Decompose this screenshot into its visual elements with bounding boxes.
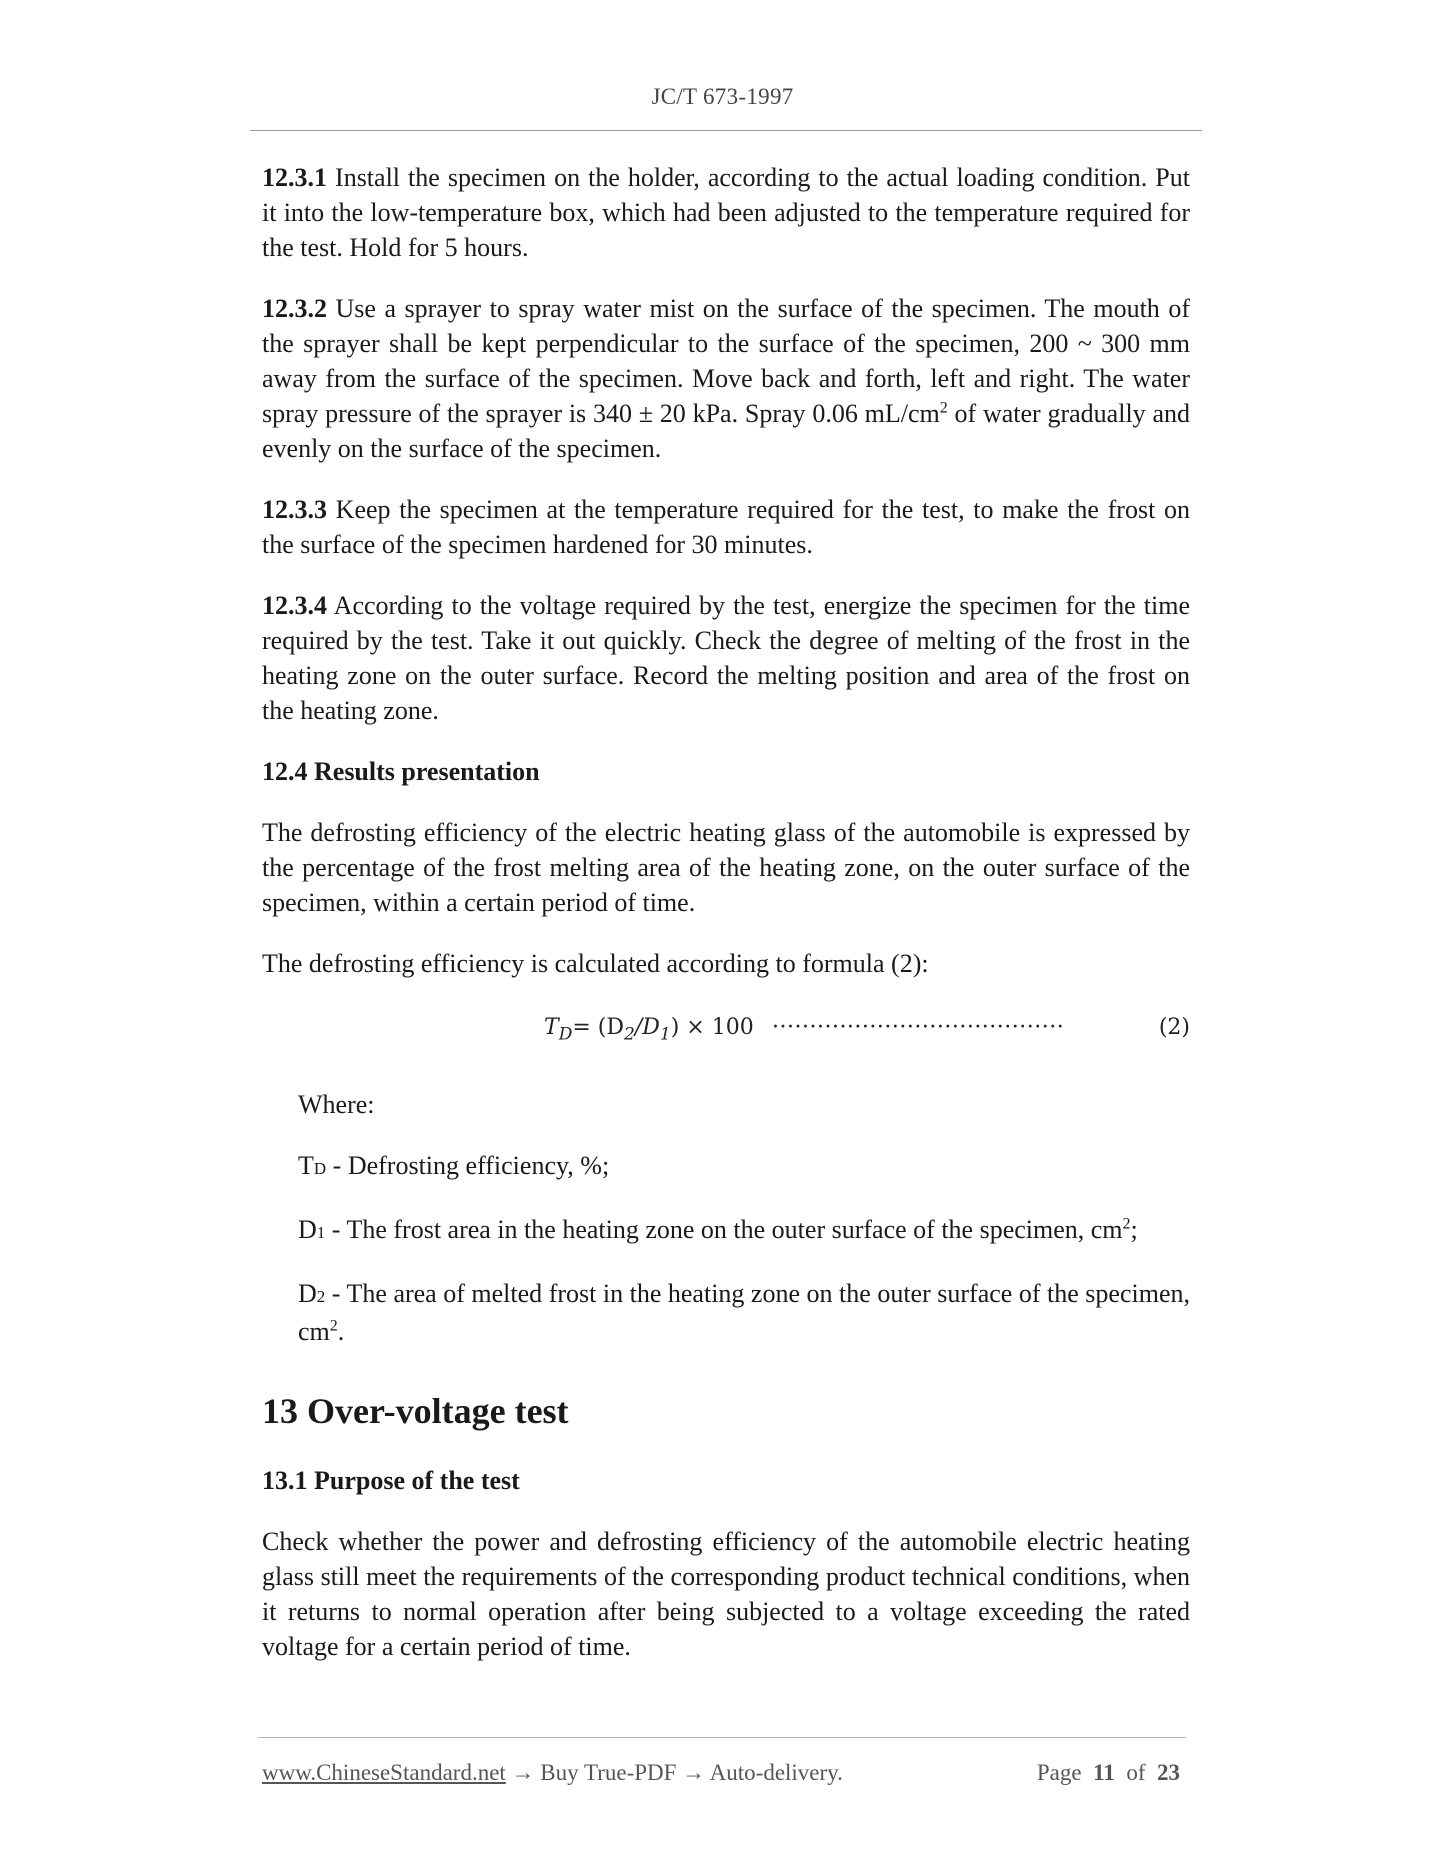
paragraph-purpose: Check whether the power and defrosting efficiency of the automobile electric heating glass still meet the requirements of the corresponding product technical conditions, when it returns to normal operation after being subjected to a voltage exceeding the rated voltage for a certain period of time.: [262, 1527, 1190, 1661]
clause-number: 12.3.3: [262, 495, 327, 524]
heading-13-1: 13.1 Purpose of the test: [262, 1466, 520, 1495]
clause-text: According to the voltage required by the test, energize the specimen for the time required by the test. Take it out quickly. Check the degree of melting of the frost in the heating zone on the outer surface. Record the melting position and area of the frost on the heating zone.: [262, 591, 1190, 725]
paragraph-12-3-2: [262, 291, 1190, 466]
definition-td: TD - Defrosting efficiency, %;: [298, 1151, 610, 1180]
formula-2: [262, 1005, 1190, 1065]
document-body: [262, 160, 1190, 1664]
footer-divider: [258, 1737, 1186, 1738]
clause-number: 12.3.2: [262, 294, 327, 323]
paragraph-12-3-1: [262, 160, 1190, 265]
header-divider: [250, 130, 1202, 131]
page-indicator: Page 11 of 23: [1036, 1760, 1180, 1785]
document-header: JC/T 673-1997: [651, 84, 794, 109]
clause-text: Install the specimen on the holder, according to the actual loading condition. Put it into the low-temperature box, which had been adjusted to the temperature required for the test. Hold for 5 hours.: [262, 163, 1190, 262]
paragraph-12-3-3: [262, 492, 1190, 562]
formula-expression: $T_D= (D_2/D_1) \times 100$: [544, 1015, 754, 1045]
formula-leader-dots: ·······································: [772, 1015, 1065, 1040]
heading-13: 13 Over-voltage test: [262, 1391, 569, 1431]
footer-tagline: → Buy True-PDF → Auto-delivery.: [505, 1760, 843, 1785]
paragraph-formula-intro: The defrosting efficiency is calculated according to formula (2):: [262, 949, 929, 978]
site-link[interactable]: www.ChineseStandard.net: [262, 1760, 506, 1785]
definition-d2: D2 - The area of melted frost in the heating zone on the outer surface of the specimen, $cm^2$.: [298, 1279, 1190, 1346]
clause-text-continued: of water gradually and evenly on the surface of the specimen.: [262, 399, 1190, 463]
clause-number: 12.3.4: [262, 591, 327, 620]
page-number: 11: [1093, 1760, 1115, 1785]
clause-text: Keep the specimen at the temperature required for the test, to make the frost on the surface of the specimen hardened for 30 minutes.: [262, 495, 1190, 559]
superscript: 2: [939, 399, 948, 417]
clause-text: Use a sprayer to spray water mist on the surface of the specimen. The mouth of the sprayer shall be kept perpendicular to the surface of the specimen, 200 ~ 300 mm away from the surface of the specimen. Move back and forth, left and right. The water spray pressure of the sprayer is 340 ± 20 kPa. Spray 0.06 mL/cm: [262, 294, 1190, 428]
definition-d1: D1 - The frost area in the heating zone on the outer surface of the specimen, $cm^2$;: [298, 1215, 1138, 1244]
formula-number: (2): [1158, 1015, 1190, 1040]
where-label: Where:: [298, 1090, 375, 1119]
paragraph-12-3-4: [262, 588, 1190, 728]
clause-number: 12.3.1: [262, 163, 327, 192]
heading-12-4: 12.4 Results presentation: [262, 757, 540, 786]
paragraph-results: The defrosting efficiency of the electric heating glass of the automobile is expressed by the percentage of the frost melting area of the heating zone, on the outer surface of the specimen, within a certain period of time.: [262, 818, 1190, 917]
page-footer: [262, 1760, 1180, 1786]
page-total: 23: [1157, 1760, 1180, 1785]
